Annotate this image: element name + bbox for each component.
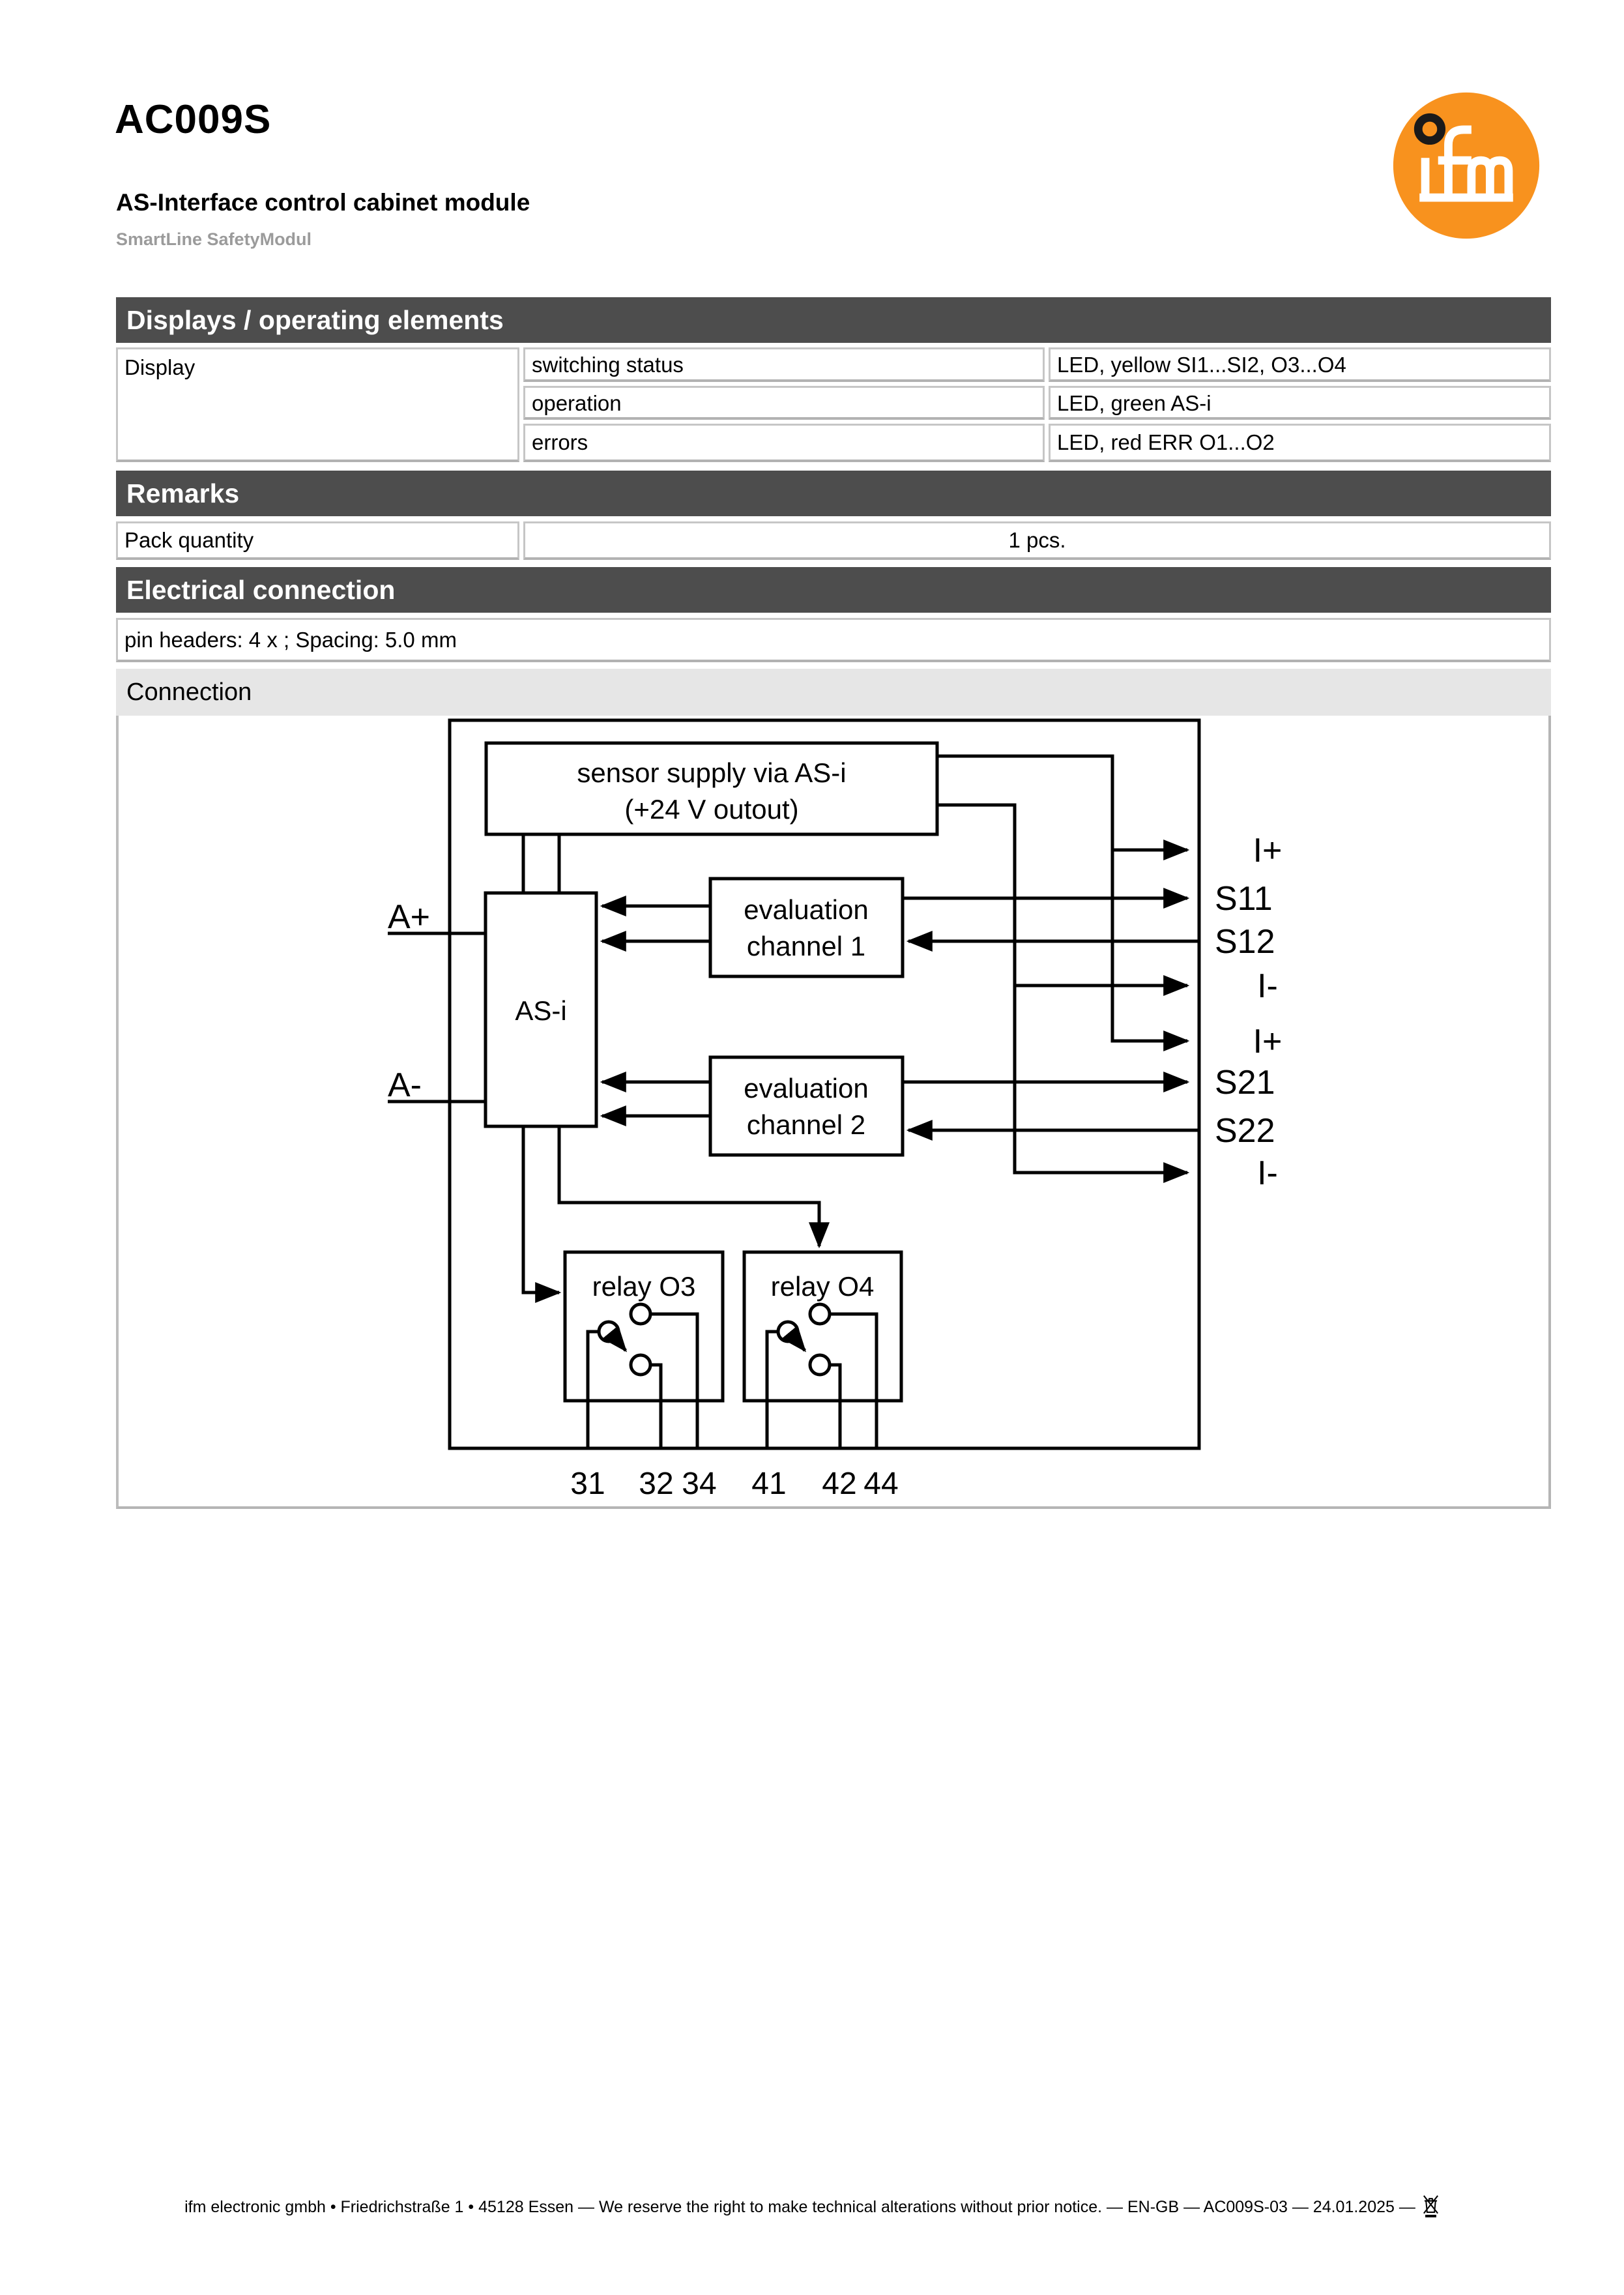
relay-o3-contact <box>588 1304 697 1448</box>
cell-text: LED, yellow SI1...SI2, O3...O4 <box>1057 353 1346 377</box>
cell-text: operation <box>532 391 622 415</box>
table-cell-value <box>1049 386 1551 420</box>
page-footer <box>0 2194 1624 2217</box>
relay-o4-label: relay O4 <box>770 1271 875 1302</box>
terminal-42: 42 <box>822 1467 857 1501</box>
cell-text: pin headers: 4 x ; Spacing: 5.0 mm <box>124 628 457 652</box>
terminal-34: 34 <box>682 1467 717 1501</box>
port-label-i-minus-2: I- <box>1257 1154 1278 1192</box>
table-cell-attribute <box>523 424 1045 462</box>
port-label-s12: S12 <box>1215 923 1275 961</box>
cell-text: Display <box>124 355 196 379</box>
eval-channel2-label2: channel 2 <box>746 1109 866 1140</box>
cell-text: LED, red ERR O1...O2 <box>1057 430 1275 454</box>
section-header-displays: Displays / operating elements <box>116 297 1551 343</box>
eval-channel1-box <box>710 879 903 976</box>
table-cell-attribute <box>523 347 1045 382</box>
port-label-s21: S21 <box>1215 1064 1275 1102</box>
table-cell-electrical-note <box>116 618 1551 662</box>
section-header-connection: Connection <box>116 669 1551 716</box>
eval-channel1-label: evaluation <box>744 894 869 925</box>
product-subtitle: AS-Interface control cabinet module <box>116 189 530 216</box>
table-cell-display-label <box>116 347 519 462</box>
table-cell-pack-label <box>116 521 519 560</box>
port-label-s22: S22 <box>1215 1112 1275 1150</box>
eval-channel-wires <box>602 898 1199 1130</box>
cell-text: errors <box>532 430 588 454</box>
sensor-output-wires <box>937 756 1187 1173</box>
eval-channel1-label2: channel 1 <box>746 931 866 961</box>
weee-crossed-bin-icon <box>1422 2194 1440 2219</box>
cell-text: 1 pcs. <box>1008 528 1066 552</box>
port-label-a-minus: A- <box>388 1066 422 1104</box>
relay-o3-label: relay O3 <box>592 1271 696 1302</box>
cell-text: Pack quantity <box>124 528 254 552</box>
relay-o4-contact <box>767 1304 877 1448</box>
product-family: SmartLine SafetyModul <box>116 229 312 249</box>
table-cell-attribute <box>523 386 1045 420</box>
cell-text: LED, green AS-i <box>1057 391 1211 415</box>
port-label-i-plus-2: I+ <box>1253 1023 1283 1060</box>
eval-channel2-box <box>710 1057 903 1155</box>
terminal-44: 44 <box>863 1467 899 1501</box>
eval-channel2-label: evaluation <box>744 1073 869 1104</box>
cell-text: switching status <box>532 353 684 377</box>
terminal-41: 41 <box>751 1467 787 1501</box>
logo-circle <box>1393 93 1539 239</box>
connection-diagram <box>352 707 1303 1515</box>
footer-text: ifm electronic gmbh • Friedrichstraße 1 • 45128 Essen — We reserve the right to make technical alterations without prior notice. — EN-GB — AC009S-03 — 24.01.2025 — <box>184 2198 1415 2216</box>
port-label-s11: S11 <box>1215 880 1273 918</box>
section-header-remarks: Remarks <box>116 471 1551 516</box>
sensor-supply-label2: (+24 V outout) <box>624 794 799 825</box>
table-cell-pack-value <box>523 521 1551 560</box>
ifm-logo-icon <box>1389 89 1543 242</box>
port-label-a-plus: A+ <box>388 898 431 936</box>
table-cell-value <box>1049 347 1551 382</box>
asi-label: AS-i <box>515 995 567 1026</box>
terminal-31: 31 <box>570 1467 605 1501</box>
page-title: AC009S <box>115 97 272 142</box>
section-header-electrical: Electrical connection <box>116 567 1551 613</box>
sensor-supply-label: sensor supply via AS-i <box>577 757 847 788</box>
terminal-32: 32 <box>639 1467 674 1501</box>
port-label-i-minus-1: I- <box>1257 967 1278 1005</box>
table-cell-value <box>1049 424 1551 462</box>
port-label-i-plus-1: I+ <box>1253 832 1283 870</box>
